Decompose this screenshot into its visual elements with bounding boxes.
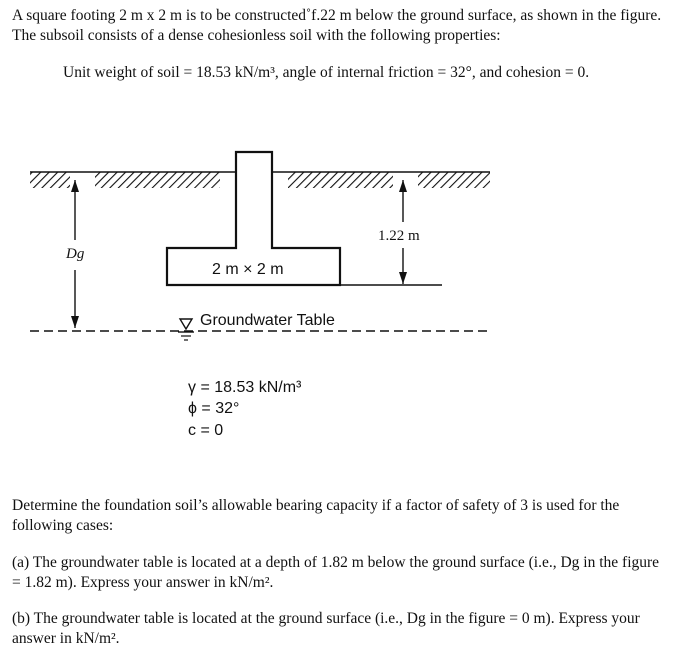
dg-label: Dg xyxy=(66,246,85,262)
cohesion-label: c = 0 xyxy=(188,422,224,439)
water-table-icon xyxy=(178,319,194,340)
gamma-label: γ = 18.53 kN/m³ xyxy=(188,379,302,396)
depth-label: 1.22 m xyxy=(378,228,420,244)
question-line-2: following cases: xyxy=(12,517,114,534)
question-line-1: Determine the foundation soil’s allowable bearing capacity if a factor of safety of 3 is used for the xyxy=(12,497,620,514)
case-b-line-2: answer in kN/m². xyxy=(12,630,120,647)
intro-line-2: The subsoil consists of a dense cohesionless soil with the following properties: xyxy=(12,27,501,44)
water-table-label: Groundwater Table xyxy=(200,312,335,329)
phi-label: ϕ = 32° xyxy=(188,400,240,417)
soil-properties-line: Unit weight of soil = 18.53 kN/m³, angle of internal friction = 32°, and cohesion = 0. xyxy=(63,64,590,81)
case-b-line-1: (b) The groundwater table is located at the ground surface (i.e., Dg in the figure = 0 m). Express your xyxy=(12,610,640,627)
intro-line-1: A square footing 2 m x 2 m is to be constructed˚f.22 m below the ground surface, as shown in the figure. xyxy=(12,7,662,24)
case-a-line-2: = 1.82 m). Express your answer in kN/m². xyxy=(12,574,274,591)
footing-size-label: 2 m × 2 m xyxy=(212,261,284,278)
case-a-line-1: (a) The groundwater table is located at a depth of 1.82 m below the ground surface (i.e., Dg in the figure xyxy=(12,554,660,571)
